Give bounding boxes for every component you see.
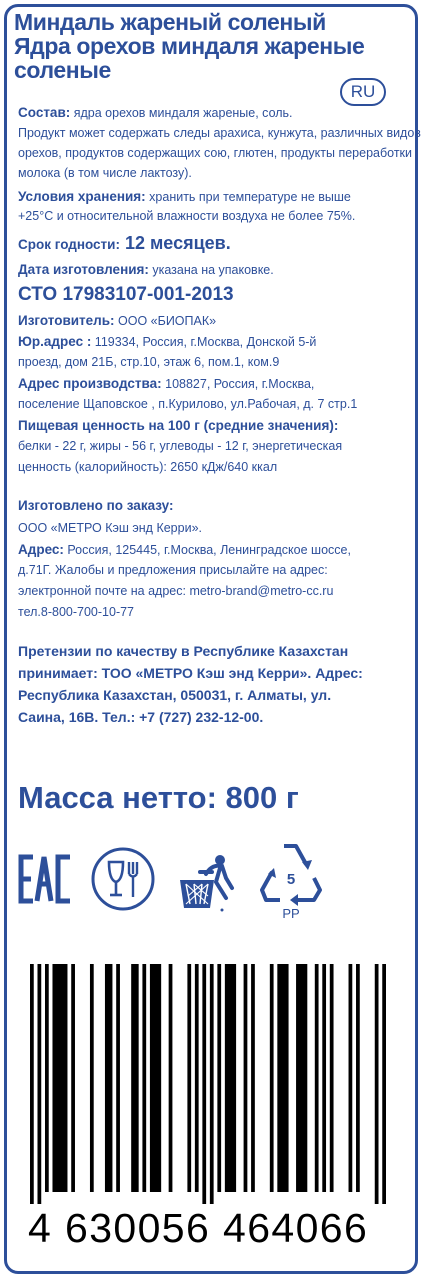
barcode-bar-29 <box>382 964 386 1204</box>
recycle-material: PP <box>282 906 300 921</box>
barcode-number: 4 630056 464066 <box>28 1205 369 1251</box>
food-contact-icon <box>90 846 156 912</box>
barcode-bar-10 <box>150 964 161 1192</box>
product-title-line-2: Ядра орехов миндаля жареные <box>14 33 365 59</box>
claims-line-3: Республика Казахстан, 050031, г. Алматы, ул. <box>18 687 332 703</box>
barcode-bar-28 <box>375 964 379 1204</box>
barcode-bar-17 <box>225 964 236 1192</box>
customer-address-line-4: тел.8-800-700-10-77 <box>18 605 135 619</box>
barcode-bar-5 <box>90 964 94 1192</box>
customer-address-text: Россия, 125445, г.Москва, Ленинградское шоссе, <box>63 543 351 557</box>
barcode-bar-11 <box>169 964 173 1192</box>
barcode-bar-9 <box>142 964 146 1192</box>
language-badge: RU <box>340 78 386 106</box>
ordered-by-label: Изготовлено по заказу: <box>18 498 174 513</box>
tidyman-icon <box>176 852 238 912</box>
manufacture-date-value: указана на упаковке. <box>148 263 274 277</box>
recycle-number: 5 <box>286 871 296 888</box>
storage <box>18 189 351 205</box>
barcode-bar-26 <box>349 964 353 1192</box>
manufacturer-value: ООО «БИОПАК» <box>114 314 217 328</box>
shelf-life <box>18 233 231 253</box>
composition <box>18 105 293 121</box>
barcode-bar-15 <box>210 964 214 1204</box>
barcode-bar-24 <box>322 964 326 1192</box>
claims-line-4: Саина, 16В. Тел.: +7 (727) 232-12-00. <box>18 709 264 725</box>
barcode-bar-12 <box>187 964 191 1192</box>
storage-label: Условия хранения: <box>18 189 146 204</box>
legal-address <box>18 334 316 350</box>
claims-line-1: Претензии по качеству в Республике Казахстан <box>18 643 349 659</box>
barcode-bar-22 <box>296 964 307 1192</box>
legal-address-line-2: проезд, дом 21Б, стр.10, этаж 6, пом.1, ком.9 <box>18 355 280 369</box>
manufacturer-label: Изготовитель: <box>18 313 115 328</box>
nutrition-line-1: белки - 22 г, жиры - 56 г, углеводы - 12 г, энергетическая <box>18 439 343 453</box>
net-mass: Масса нетто: 800 г <box>18 780 299 815</box>
barcode-bar-18 <box>244 964 248 1192</box>
barcode-bar-0 <box>30 964 34 1204</box>
nutrition-line-2: ценность (калорийность): 2650 кДж/640 ккал <box>18 460 278 474</box>
barcode-bar-3 <box>52 964 67 1192</box>
manufacture-date-label: Дата изготовления: <box>18 262 149 277</box>
ordered-by-value: ООО «МЕТРО Кэш энд Керри». <box>18 521 202 535</box>
shelf-life-label: Срок годности: <box>18 237 120 252</box>
legal-address-label: Юр.адрес : <box>18 334 92 349</box>
legal-address-text: 119334, Россия, г.Москва, Донской 5-й <box>91 335 317 349</box>
customer-address <box>18 542 351 558</box>
barcode-bar-25 <box>330 964 334 1192</box>
allergen-line-2: орехов, продуктов содержащих сою, глютен, продукты переработки <box>18 146 413 160</box>
barcode-bar-14 <box>202 964 206 1204</box>
eac-icon <box>18 852 74 906</box>
composition-label: Состав: <box>18 105 71 120</box>
allergen-line-1: Продукт может содержать следы арахиса, кунжута, различных видов <box>18 126 421 140</box>
customer-address-label: Адрес: <box>18 542 64 557</box>
barcode <box>30 964 386 1204</box>
barcode-bar-2 <box>45 964 49 1192</box>
standard-code: СТО 17983107-001-2013 <box>18 284 234 305</box>
composition-text: ядра орехов миндаля жареные, соль. <box>70 106 293 120</box>
customer-address-line-2: д.71Г. Жалобы и предложения присылайте на адрес: <box>18 563 328 577</box>
barcode-bar-20 <box>270 964 274 1192</box>
barcode-bar-23 <box>315 964 319 1192</box>
barcode-bar-21 <box>277 964 288 1192</box>
product-title-line-1: Миндаль жареный соленый <box>14 9 326 35</box>
barcode-bar-16 <box>217 964 221 1192</box>
barcode-bar-4 <box>71 964 75 1192</box>
allergen-line-3: молока (в том числе лактозу). <box>18 166 192 180</box>
storage-text: хранить при температуре не выше <box>145 190 351 204</box>
manufacturer <box>18 313 216 329</box>
production-address-text: 108827, Россия, г.Москва, <box>161 377 315 391</box>
barcode-bar-8 <box>131 964 138 1192</box>
barcode-bar-6 <box>105 964 112 1192</box>
product-title-line-3: соленые <box>14 57 111 83</box>
barcode-bar-1 <box>37 964 41 1204</box>
nutrition-label: Пищевая ценность на 100 г (средние значения): <box>18 418 339 433</box>
claims-line-2: принимает: ТОО «МЕТРО Кэш энд Керри». Адрес: <box>18 665 363 681</box>
barcode-bar-7 <box>116 964 120 1192</box>
manufacture-date <box>18 262 274 278</box>
shelf-life-value: 12 месяцев. <box>119 233 231 253</box>
production-address-label: Адрес производства: <box>18 376 162 391</box>
barcode-bar-13 <box>195 964 199 1192</box>
production-address <box>18 376 314 392</box>
customer-address-line-3: электронной почте на адрес: metro-brand@metro-cc.ru <box>18 584 334 598</box>
production-address-line-2: поселение Щаповское , п.Курилово, ул.Рабочая, д. 7 стр.1 <box>18 397 358 411</box>
barcode-bar-27 <box>356 964 360 1192</box>
barcode-bar-19 <box>251 964 255 1192</box>
storage-line-2: +25°С и относительной влажности воздуха не более 75%. <box>18 209 356 223</box>
recycle-pp-icon <box>258 838 326 922</box>
